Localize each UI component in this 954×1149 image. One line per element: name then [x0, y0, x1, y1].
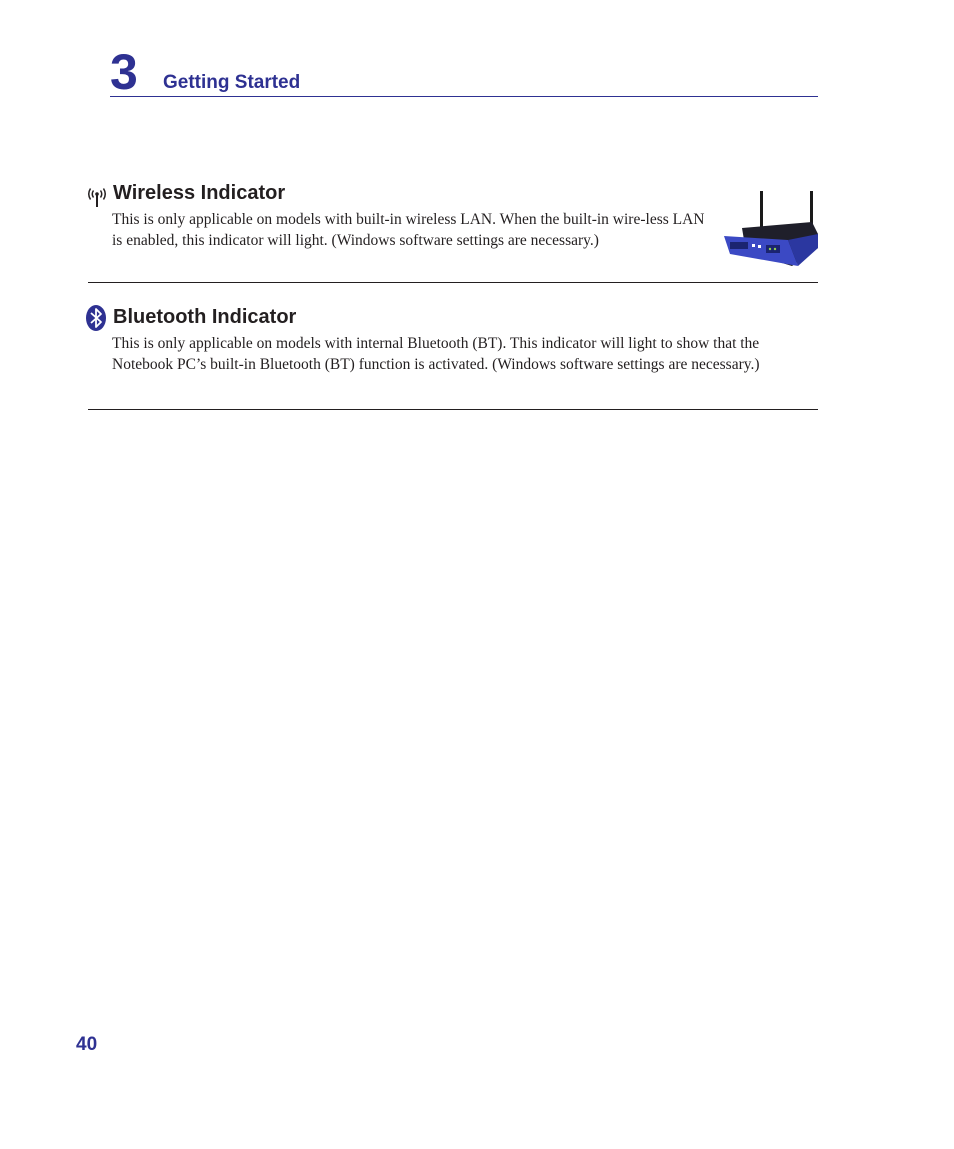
section-divider [88, 282, 818, 283]
wireless-router-image [722, 188, 820, 268]
bluetooth-icon [85, 304, 107, 332]
page-number: 40 [76, 1034, 98, 1055]
section-body-bluetooth: This is only applicable on models with internal Bluetooth (BT). This indicator will light to show that the Notebook PC’s built-in Bluetooth (BT) function is activated. (Windows software settings are necessary.) [112, 335, 760, 373]
header-rule [110, 96, 818, 97]
section-title-bluetooth: Bluetooth Indicator [113, 306, 297, 328]
section-title-wireless: Wireless Indicator [113, 182, 286, 204]
chapter-number: 3 [110, 44, 138, 100]
section-body-wireless: This is only applicable on models with built-in wireless LAN. When the built-in wire-less LAN is enabled, this indicator will light. (Windows software settings are necessary.) [112, 211, 705, 249]
section-divider [88, 409, 818, 410]
wireless-antenna-icon [86, 186, 108, 208]
chapter-title: Getting Started [163, 72, 301, 93]
